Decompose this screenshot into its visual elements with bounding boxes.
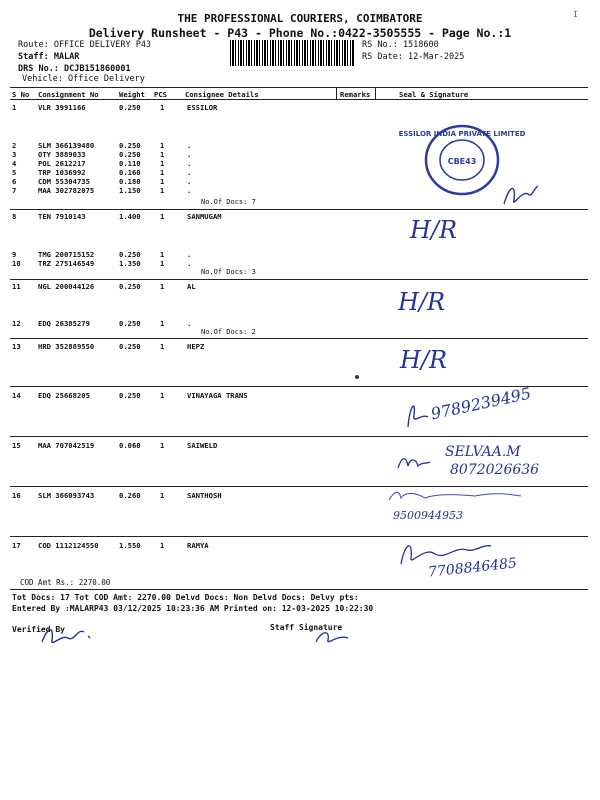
cell-weight: 0.180 [119, 177, 141, 186]
cell-consignee: ESSILOR [187, 103, 218, 112]
col-header-remarks: Remarks [340, 90, 371, 99]
cell-consignee: RAMYA [187, 541, 209, 550]
cell-consignee: . [187, 250, 192, 259]
cell-consignee: . [187, 141, 192, 150]
cell-consignee: . [187, 168, 192, 177]
col-header-sno: S No [12, 90, 30, 99]
cell-pcs: 1 [160, 159, 165, 168]
row-divider [10, 386, 588, 387]
cell-pcs: 1 [160, 259, 165, 268]
cell-weight: 0.250 [119, 319, 141, 328]
cell-pcs: 1 [160, 250, 165, 259]
cell-sno: 10 [12, 259, 21, 268]
cell-weight: 0.110 [119, 159, 141, 168]
cell-consignee: SANMUGAM [187, 212, 222, 221]
barcode [230, 40, 355, 66]
col-header-weight: Weight [119, 90, 145, 99]
rs-no: RS No.: 1518600 [362, 40, 439, 50]
cell-weight: 1.350 [119, 259, 141, 268]
cell-pcs: 1 [160, 319, 165, 328]
col-header-consignment: Consignment No [38, 90, 99, 99]
cell-pcs: 1 [160, 541, 165, 550]
cell-weight: 1.550 [119, 541, 141, 550]
verified-by-label: Verified By [12, 625, 65, 634]
cell-consignment: TEN 7910143 [38, 212, 86, 221]
cell-pcs: 1 [160, 282, 165, 291]
cell-pcs: 1 [160, 150, 165, 159]
handwritten-hr: H/R [398, 288, 446, 316]
cell-sno: 13 [12, 342, 21, 351]
col-header-seal: Seal & Signature [399, 90, 469, 99]
staff-label: Staff: MALAR [18, 52, 80, 62]
cell-sno: 1 [12, 103, 17, 112]
table-bottom-border [10, 589, 588, 590]
table-top-border [10, 87, 588, 88]
ink-dot [355, 375, 359, 379]
cell-consignment: SLM 366093743 [38, 491, 95, 500]
cell-sno: 17 [12, 541, 21, 550]
cell-pcs: 1 [160, 441, 165, 450]
cell-consignment: MAA 302782075 [38, 186, 95, 195]
verified-signature [38, 622, 98, 650]
doc-count: No.Of Docs: 7 [201, 198, 256, 206]
handwritten-signature [402, 395, 432, 430]
cell-consignee: . [187, 150, 192, 159]
cell-weight: 1.400 [119, 212, 141, 221]
cell-weight: 0.160 [119, 168, 141, 177]
doc-count: No.Of Docs: 3 [201, 268, 256, 276]
cell-weight: 0.060 [119, 441, 141, 450]
cell-consignment: OTY 3889033 [38, 150, 86, 159]
company-stamp [398, 122, 526, 198]
handwritten-signature [396, 452, 432, 472]
cell-pcs: 1 [160, 391, 165, 400]
col-header-pcs: PCS [154, 90, 167, 99]
cell-consignment: NGL 200044126 [38, 282, 95, 291]
cod-amount: COD Amt Rs.: 2270.00 [20, 578, 111, 587]
handwritten-phone: 9789239495 [429, 383, 533, 424]
cell-consignee: . [187, 177, 192, 186]
cell-consignee: . [187, 319, 192, 328]
seal-divider [375, 87, 376, 99]
cell-pcs: 1 [160, 491, 165, 500]
cell-pcs: 1 [160, 212, 165, 221]
cell-consignee: . [187, 259, 192, 268]
corner-mark: I [573, 10, 578, 19]
handwritten-signature [500, 180, 540, 210]
cell-sno: 12 [12, 319, 21, 328]
cell-consignee: SAIWELD [187, 441, 218, 450]
row-divider [10, 436, 588, 437]
cell-pcs: 1 [160, 103, 165, 112]
stamp-inner-text: CBE43 [447, 157, 477, 166]
cell-weight: 0.260 [119, 491, 141, 500]
cell-weight: 0.250 [119, 141, 141, 150]
row-divider [10, 536, 588, 537]
cell-weight: 0.250 [119, 150, 141, 159]
remarks-divider [336, 87, 337, 99]
cell-sno: 9 [12, 250, 17, 259]
cell-consignee: . [187, 186, 192, 195]
cell-sno: 8 [12, 212, 17, 221]
cell-consignment: POL 2612217 [38, 159, 86, 168]
row-divider [10, 279, 588, 280]
handwritten-phone: 7708846485 [427, 555, 518, 581]
totals-line: Tot Docs: 17 Tot COD Amt: 2270.00 Delvd Docs: Non Delvd Docs: Delvy pts: [12, 593, 359, 602]
handwritten-hr: H/R [410, 216, 458, 244]
cell-consignment: COD 1112124550 [38, 541, 99, 550]
cell-consignee: HEPZ [187, 342, 205, 351]
handwritten-signature [385, 488, 525, 504]
cell-sno: 14 [12, 391, 21, 400]
cell-consignee: VINAYAGA TRANS [187, 391, 248, 400]
drs-label: DRS No.: DCJB151860001 [18, 64, 131, 74]
cell-consignee: AL [187, 282, 196, 291]
col-header-consignee: Consignee Details [185, 90, 259, 99]
cell-consignee: . [187, 159, 192, 168]
cell-pcs: 1 [160, 141, 165, 150]
handwritten-name: SELVAA.M [445, 444, 521, 460]
cell-consignment: EDQ 26385279 [38, 319, 90, 328]
cell-pcs: 1 [160, 168, 165, 177]
cell-consignment: VLR 3991166 [38, 103, 86, 112]
cell-weight: 0.250 [119, 342, 141, 351]
company-title: THE PROFESSIONAL COURIERS, COIMBATORE [177, 12, 423, 25]
cell-consignment: EDQ 25668205 [38, 391, 90, 400]
cell-sno: 3 [12, 150, 17, 159]
cell-pcs: 1 [160, 186, 165, 195]
cell-consignment: SLM 366139480 [38, 141, 95, 150]
cell-sno: 11 [12, 282, 21, 291]
cell-weight: 1.150 [119, 186, 141, 195]
cell-weight: 0.250 [119, 103, 141, 112]
handwritten-hr: H/R [400, 346, 448, 374]
row-divider [10, 486, 588, 487]
cell-weight: 0.250 [119, 282, 141, 291]
cell-sno: 4 [12, 159, 17, 168]
cell-pcs: 1 [160, 177, 165, 186]
doc-count: No.Of Docs: 2 [201, 328, 256, 336]
handwritten-phone: 9500944953 [393, 509, 463, 522]
cell-sno: 7 [12, 186, 17, 195]
row-divider [10, 338, 588, 339]
header-bottom-border [10, 99, 588, 100]
cell-sno: 6 [12, 177, 17, 186]
cell-sno: 2 [12, 141, 17, 150]
cell-consignment: MAA 707042519 [38, 441, 95, 450]
rs-date: RS Date: 12-Mar-2025 [362, 52, 465, 62]
vehicle-label: Vehicle: Office Delivery [22, 74, 145, 84]
cell-sno: 5 [12, 168, 17, 177]
staff-signature [312, 626, 352, 648]
cell-sno: 15 [12, 441, 21, 450]
cell-weight: 0.250 [119, 250, 141, 259]
cell-pcs: 1 [160, 342, 165, 351]
handwritten-phone: 8072026636 [450, 462, 540, 478]
cell-consignment: TRZ 275146549 [38, 259, 95, 268]
entered-by-line: Entered By :MALARP43 03/12/2025 10:23:36 AM Printed on: 12-03-2025 10:22:30 [12, 604, 374, 613]
runsheet-title: Delivery Runsheet - P43 - Phone No.:0422-3505555 - Page No.:1 [88, 26, 512, 40]
route-label: Route: OFFICE DELIVERY P43 [18, 40, 152, 50]
cell-weight: 0.250 [119, 391, 141, 400]
cell-consignment: CDM 55304735 [38, 177, 90, 186]
cell-consignment: TMG 200715152 [38, 250, 95, 259]
cell-consignee: SANTHOSH [187, 491, 222, 500]
stamp-outer-text: ESSILOR INDIA PRIVATE LIMITED [398, 130, 526, 138]
staff-signature-label: Staff Signature [270, 623, 343, 632]
cell-consignment: TRP 1036992 [38, 168, 86, 177]
cell-sno: 16 [12, 491, 21, 500]
cell-consignment: HRD 352889550 [38, 342, 95, 351]
